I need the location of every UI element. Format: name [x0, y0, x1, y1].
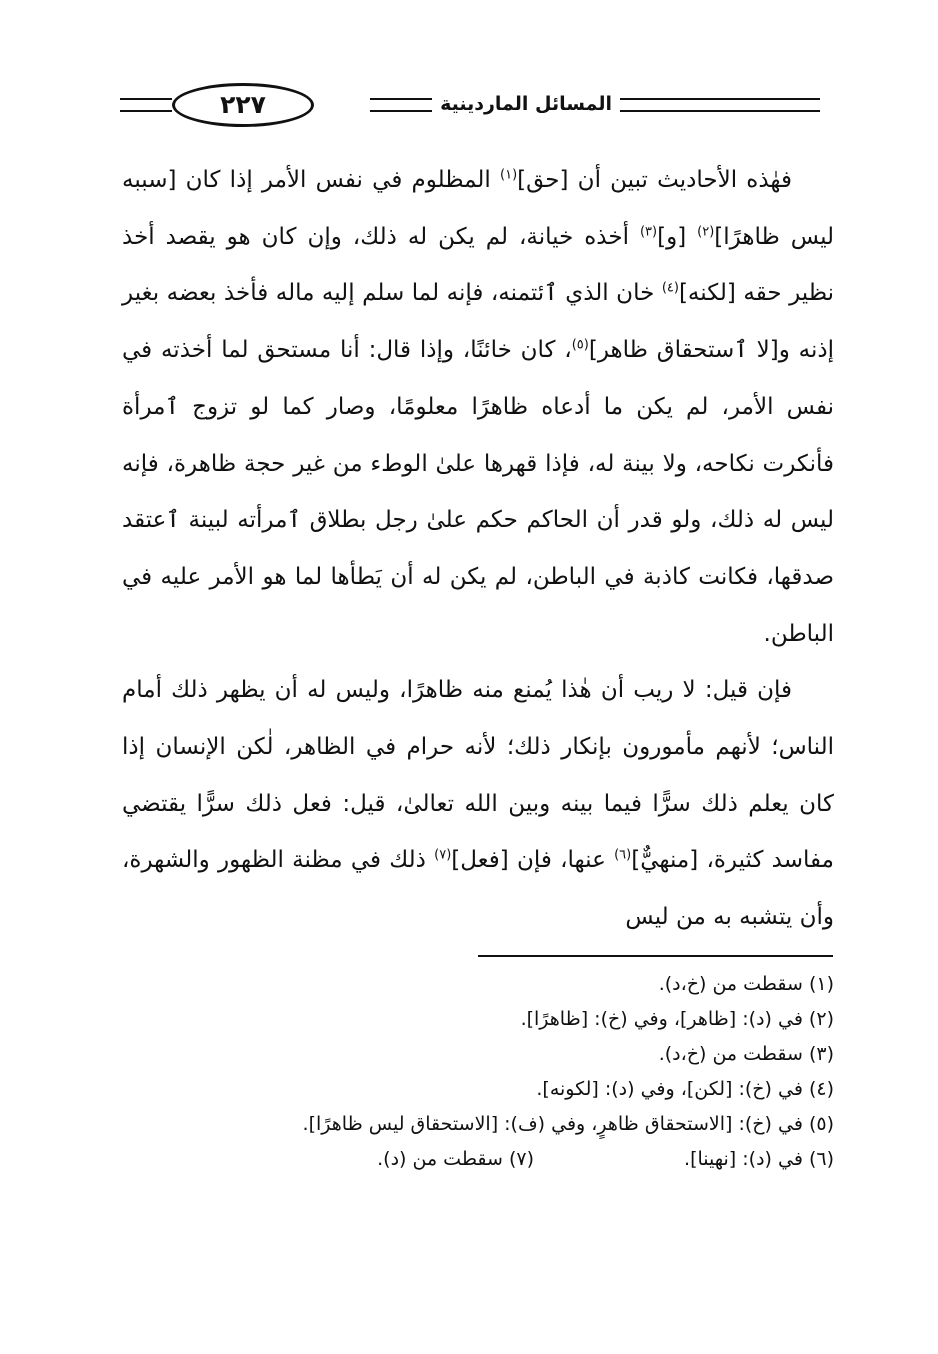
text-run: [و] [657, 223, 698, 250]
footnote-marker: (٧) [434, 847, 452, 863]
paragraph [122, 662, 834, 946]
page-number: ٢٢٧ [172, 83, 314, 127]
running-title: المسائل الماردينية [432, 92, 620, 116]
footnote-row-6-7 [122, 1142, 834, 1177]
footnote-marker: (٥) [571, 337, 589, 353]
footnote-2: (٢) في (د): [ظاهر]، وفي (خ): [ظاهرًا]. [520, 1008, 834, 1030]
paragraph [122, 152, 834, 662]
footnote-6: (٦) في (د): [نهينا]. [684, 1148, 834, 1170]
text-run: فإن قيل: لا ريب أن هٰذا يُمنع منه ظاهرًا، وليس له أن يظهر ذلك أمام الناس؛ لأنهم مأمورون بإنكار ذلك؛ لأنه حرام في الظاهر، لٰكن الإنسان إذا كان يعلم ذلك سرًّا فيما بينه وبين الله تعالىٰ، قيل: فعل ذلك سرًّا يقتضي مفاسد كثيرة، [منهيٌّ] [122, 677, 834, 874]
text-run: فهٰذه الأحاديث تبين أن [حق] [517, 167, 792, 193]
footnote-marker: (١) [500, 167, 518, 183]
footnote-marker: (٣) [639, 224, 658, 240]
footnotes [122, 967, 834, 1177]
text-run: المظلوم في نفس الأمر إذا كان [سببه ليس ظاهرًا] [122, 167, 835, 250]
main-text [122, 152, 834, 946]
footnote-5: (٥) في (خ): [الاستحقاق ظاهرٍ، وفي (ف): [الاستحقاق ليس ظاهرًا]. [302, 1113, 834, 1135]
text-run: أخذه خيانة، لم يكن له ذلك، وإن كان هو يقصد أخذ نظير حقه [لكنه] [122, 223, 834, 307]
running-header [120, 80, 820, 128]
header-double-rule-left [120, 98, 172, 112]
text-run: خان الذي ٱئتمنه، فإنه لما سلم إليه ماله فأخذ بعضه بغير إذنه و[لا ٱستحقاق ظاهر] [122, 280, 834, 364]
text-run: عنها، فإن [فعل] [451, 847, 615, 874]
footnote-marker: (٦) [614, 847, 632, 863]
footnote-marker: (٤) [661, 280, 679, 296]
footnote-3: (٣) سقطت من (خ،د). [658, 1043, 834, 1065]
footnote-7: (٧) سقطت من (د). [377, 1148, 535, 1170]
footnote-marker: (٢) [697, 224, 715, 240]
text-run: ، كان خائنًا، وإذا قال: أنا مستحق لما أخذته في نفس الأمر، لم يكن ما أدعاه ظاهرًا معلومًا، وصار كما لو تزوج ٱمرأة فأنكرت نكاحه، ولا بينة له، فإذا قهرها علىٰ الوطء من غير حجة ظاهرة، فإنه ليس له ذلك، ولو قدر أن الحاكم حكم علىٰ رجل بطلاق ٱمرأته لبينة ٱعتقد صدقها، فكانت كاذبة في الباطن، لم يكن له أن يَطأها لما هو الأمر عليه في الباطن. [122, 337, 834, 647]
footnote-1: (١) سقطت من (خ،د). [658, 973, 834, 995]
footnote-separator [478, 955, 833, 957]
footnote-4: (٤) في (خ): [لكن]، وفي (د): [لكونه]. [536, 1078, 834, 1100]
text-run: ذلك في مظنة الظهور والشهرة، وأن يتشبه به من ليس [122, 847, 834, 931]
